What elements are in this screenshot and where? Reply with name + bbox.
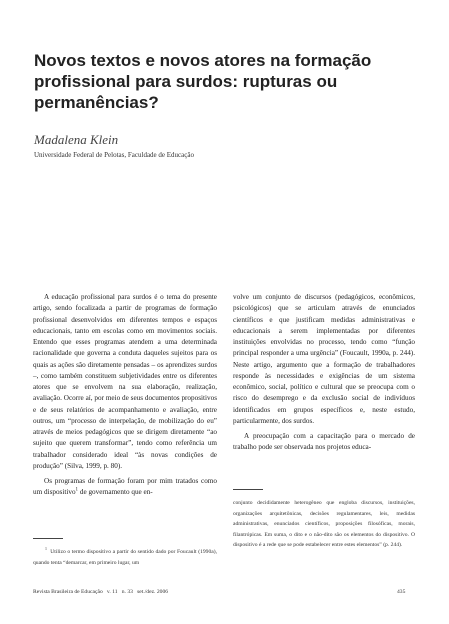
paragraph: A educação profissional para surdos é o tema do presente artigo, sendo focalizada a partir de programas de formação profissional desenvolvidos em diferentes tempos e espaços educacionais, tanto em escolas como em movimentos sociais. Entendo que esses programas atendem a uma determinada racionalidade que governa a conduta daqueles sujeitos para os quais as ações são diretamente pensadas – os aprendizes surdos –, como também constituem subjetividades entre os diferentes atores que se envolvem na sua elaboração, realização, avaliação. Ocorre aí, por meio de seus documentos propositivos e de seus relatórios de acompanhamento e avaliação, entre outros, um “processo de interpelação, de mobilização do eu” através de meios pedagógicos que se dirigem diretamente “ao sujeito que querem transformar”, tendo como referência um trabalhador considerado ideal “às novas condições de produção” (Silva, 1999, p. 80). (33, 293, 217, 470)
paragraph (33, 476, 217, 499)
body-column-left (33, 292, 217, 499)
author-name: Madalena Klein (34, 132, 119, 147)
page-number: 435 (397, 589, 406, 595)
footnote (33, 547, 217, 568)
author-affiliation: Universidade Federal de Pelotas, Faculdade de Educação (34, 151, 194, 159)
body-column-right (233, 292, 415, 454)
footnote-rule (33, 538, 63, 539)
footnote-number: 1 (45, 547, 47, 552)
footnote-marker: 1 (75, 487, 79, 493)
article-title: Novos textos e novos atores na formação profissional para surdos: rupturas ou permanências? (34, 51, 372, 112)
paragraph-text: de governamento que en- (78, 488, 153, 497)
journal-footer: Revista Brasileira de Educação v. 11 n. 33 set./dez. 2006 (33, 589, 169, 595)
footnote-text: Utilizo o termo dispositivo a partir do sentido dado por Foucault (1990a), quando tenta “demarcar, em primeiro lugar, um (33, 549, 218, 566)
footnote-rule (233, 489, 263, 490)
paragraph-text: Os programas de formação foram por mim tratados como um dispositivo (33, 477, 217, 497)
footnote-text: conjunto decididamente heterogêneo que engloba discursos, instituições, organizações arquitetônicas, decisões regulamentares, leis, medidas administrativas, enunciados científicos, proposições filosóficas, morais, filantrópicas. Em suma, o dito e o não-dito são os elementos do dispositivo. O dispositivo é a rede que se pode estabelecer entre estes elementos” (p. 244). (233, 500, 415, 548)
footnote-continuation (233, 498, 415, 551)
paragraph: A preocupação com a capacitação para o mercado de trabalho pode ser observada nos projetos educa- (233, 432, 415, 452)
paragraph: volve um conjunto de discursos (pedagógicos, econômicos, psicológicos) que se articulam através de enunciados científicos e que justificam medidas administrativas e educacionais a serem implementadas por diferentes instituições envolvidas no processo, tendo como “função principal responder a uma urgência” (Foucault, 1990a, p. 244). Neste artigo, argumento que a formação de trabalhadores responde às necessidades e exigências de um sistema econômico, social, político e cultural que se preocupa com o risco do desemprego e da exclusão social de indivíduos identificados em grupos específicos e, neste estudo, particularmente, dos surdos. (233, 293, 415, 425)
